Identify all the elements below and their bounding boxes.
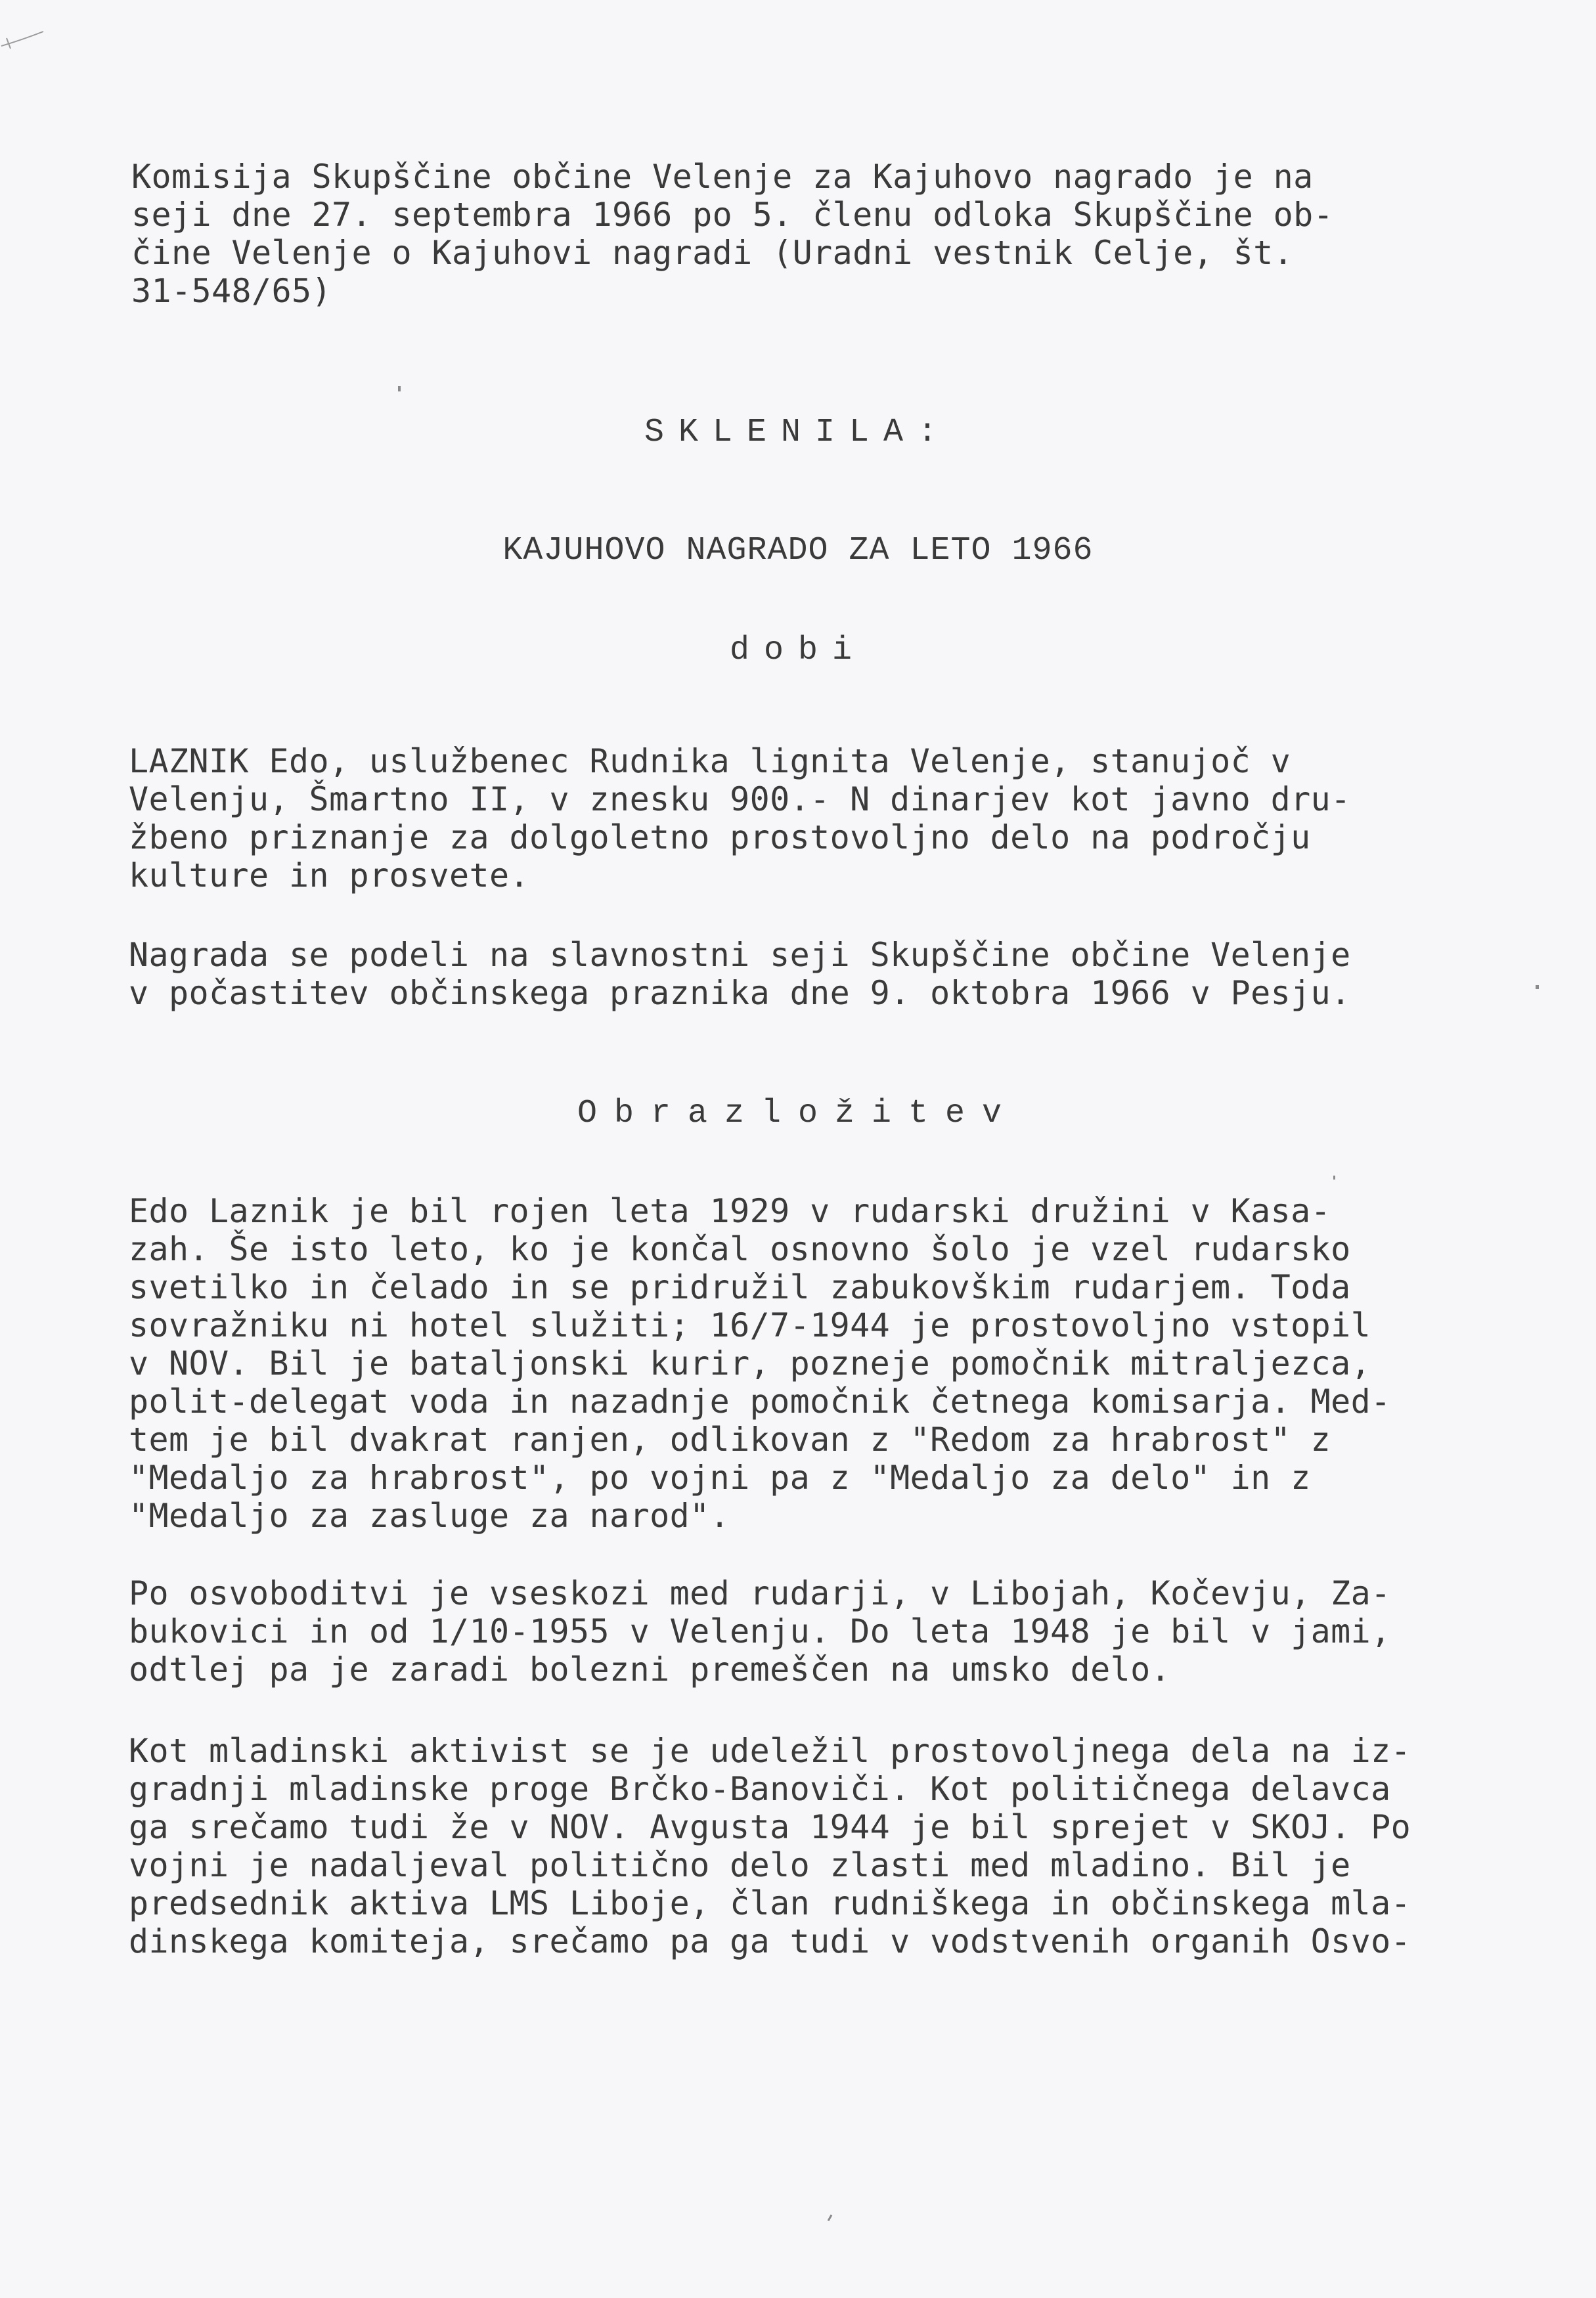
text-line: polit-delegat voda in nazadnje pomočnik četnega komisarja. Med- — [129, 1382, 1391, 1421]
text-line: "Medaljo za zasluge za narod". — [129, 1497, 730, 1535]
text-line: seji dne 27. septembra 1966 po 5. členu odloka Skupščine ob- — [131, 196, 1334, 234]
paper-speck — [1333, 1176, 1335, 1180]
biography-paragraph-2 — [129, 1574, 1391, 1689]
text-line: čine Velenje o Kajuhovi nagradi (Uradni vestnik Celje, št. — [131, 234, 1294, 272]
text-line: Komisija Skupščine občine Velenje za Kajuhovo nagrado je na — [131, 158, 1314, 196]
text-line: vojni je nadaljeval politično delo zlasti med mladino. Bil je — [129, 1846, 1351, 1884]
biography-paragraph-1 — [129, 1192, 1391, 1535]
paper-speck — [828, 2215, 833, 2221]
text-line: v NOV. Bil je bataljonski kurir, pozneje pomočnik mitraljezca, — [129, 1344, 1371, 1382]
text-line: v počastitev občinskega praznika dne 9. oktobra 1966 v Pesju. — [129, 974, 1351, 1012]
text-line: Edo Laznik je bil rojen leta 1929 v rudarski družini v Kasa- — [129, 1192, 1331, 1230]
text-line: svetilko in čelado in se pridružil zabukovškim rudarjem. Toda — [129, 1268, 1351, 1306]
paper-speck — [398, 386, 401, 391]
biography-paragraph-3 — [129, 1732, 1411, 1960]
text-line: Velenju, Šmartno II, v znesku 900.- N dinarjev kot javno dru- — [129, 780, 1351, 818]
text-line: tem je bil dvakrat ranjen, odlikovan z "Redom za hrabrost" z — [129, 1421, 1331, 1459]
text-line: zah. Še isto leto, ko je končal osnovno šolo je vzel rudarsko — [129, 1230, 1351, 1268]
text-line: ga srečamo tudi že v NOV. Avgusta 1944 je bil sprejet v SKOJ. Po — [129, 1808, 1411, 1846]
text-line: žbeno priznanje za dolgoletno prostovoljno delo na področju — [129, 818, 1311, 856]
text-line: kulture in prosvete. — [129, 856, 530, 895]
ceremony-paragraph — [129, 936, 1351, 1012]
text-line: Kot mladinski aktivist se je udeležil prostovoljnega dela na iz- — [129, 1732, 1411, 1770]
text-line: predsednik aktiva LMS Liboje, član rudniškega in občinskega mla- — [129, 1884, 1411, 1922]
text-line: dinskega komiteja, srečamo pa ga tudi v vodstvenih organih Osvo- — [129, 1922, 1411, 1960]
text-line: gradnji mladinske proge Brčko-Banoviči. Kot političnega delavca — [129, 1770, 1391, 1808]
heading-dobi: dobi — [729, 632, 867, 669]
text-line: bukovici in od 1/10-1955 v Velenju. Do leta 1948 je bil v jami, — [129, 1612, 1391, 1650]
text-line: Nagrada se podeli na slavnostni seji Skupščine občine Velenje — [129, 936, 1351, 974]
heading-award-title: KAJUHOVO NAGRADO ZA LETO 1966 — [502, 532, 1094, 569]
text-line: "Medaljo za hrabrost", po vojni pa z "Medaljo za delo" in z — [129, 1459, 1311, 1497]
pen-stroke-mark — [0, 26, 46, 53]
text-line: odtlej pa je zaradi bolezni premeščen na umsko delo. — [129, 1650, 1171, 1689]
text-line: 31-548/65) — [131, 272, 332, 310]
intro-paragraph — [131, 158, 1333, 310]
text-line: LAZNIK Edo, uslužbenec Rudnika lignita Velenje, stanujoč v — [129, 742, 1291, 780]
laureate-paragraph — [129, 742, 1351, 895]
heading-sklenila: SKLENILA: — [644, 414, 952, 451]
heading-justification: Obrazložitev — [577, 1095, 1019, 1132]
text-line: sovražniku ni hotel služiti; 16/7-1944 je prostovoljno vstopil — [129, 1306, 1371, 1344]
text-line: Po osvoboditvi je vseskozi med rudarji, v Libojah, Kočevju, Za- — [129, 1574, 1391, 1612]
paper-speck — [1536, 985, 1539, 989]
